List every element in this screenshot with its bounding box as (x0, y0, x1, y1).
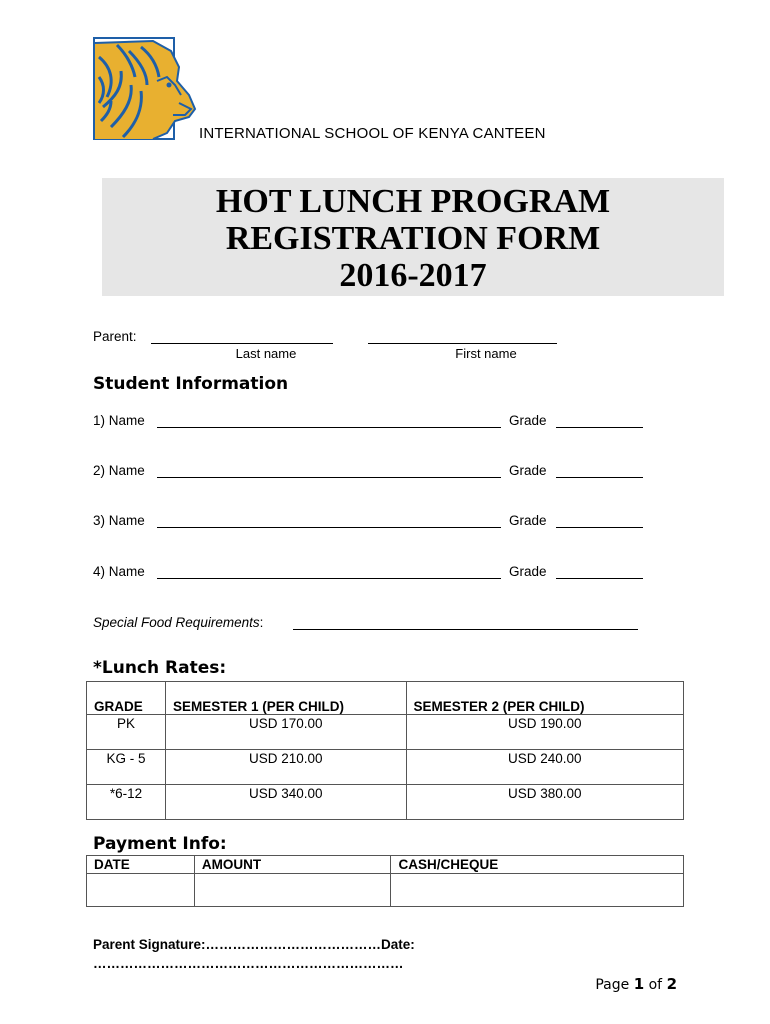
column-header-semester-1: SEMESTER 1 (PER CHILD) (165, 682, 406, 715)
signature-date-line: …………………………………………………………… (93, 956, 404, 971)
student-4-label: 4) Name (93, 564, 145, 579)
student-3-label: 3) Name (93, 513, 145, 528)
payment-table (86, 855, 684, 907)
column-header-semester-2: SEMESTER 2 (PER CHILD) (406, 682, 683, 715)
column-header-amount: AMOUNT (194, 856, 391, 874)
table-cell: USD 240.00 (406, 750, 683, 785)
table-cell: KG - 5 (87, 750, 166, 785)
last-name-caption: Last name (235, 346, 297, 361)
student-1-name-field[interactable] (157, 427, 501, 428)
lunch-rates-heading: *Lunch Rates: (93, 658, 227, 678)
school-logo (93, 37, 197, 141)
page-indicator (595, 975, 677, 993)
student-3-grade-field[interactable] (556, 527, 643, 528)
student-1-grade-label: Grade (509, 413, 547, 428)
student-3-name-field[interactable] (157, 527, 501, 528)
page-current: 1 (633, 975, 645, 993)
student-4-name-field[interactable] (157, 578, 501, 579)
table-cell: USD 340.00 (165, 785, 406, 820)
table-header-row (87, 856, 684, 874)
payment-date-field[interactable] (87, 874, 195, 907)
title-line-3: 2016-2017 (339, 257, 487, 294)
first-name-caption: First name (455, 346, 517, 361)
page-total: 2 (666, 975, 677, 993)
table-cell: USD 210.00 (165, 750, 406, 785)
student-info-heading: Student Information (93, 374, 289, 394)
table-cell: USD 170.00 (165, 715, 406, 750)
student-1-grade-field[interactable] (556, 427, 643, 428)
column-header-date: DATE (87, 856, 195, 874)
student-2-label: 2) Name (93, 463, 145, 478)
parent-label: Parent: (93, 329, 137, 344)
special-food-colon: : (259, 615, 264, 630)
special-food-label (93, 615, 263, 630)
lion-head-logo-icon (93, 37, 197, 141)
student-1-label: 1) Name (93, 413, 145, 428)
column-header-grade: GRADE (87, 682, 166, 715)
page-prefix: Page (595, 977, 630, 993)
parent-last-name-field[interactable] (151, 343, 333, 344)
parent-signature-line: Parent Signature:…………………………………Date: (93, 937, 415, 952)
table-cell: PK (87, 715, 166, 750)
table-row (87, 715, 684, 750)
table-cell: USD 380.00 (406, 785, 683, 820)
student-2-grade-field[interactable] (556, 477, 643, 478)
column-header-cash-cheque: CASH/CHEQUE (391, 856, 684, 874)
table-cell: *6-12 (87, 785, 166, 820)
table-row (87, 750, 684, 785)
special-food-text: Special Food Requirements (93, 615, 260, 630)
title-line-2: REGISTRATION FORM (225, 220, 601, 257)
title-line-1: HOT LUNCH PROGRAM (215, 183, 611, 220)
student-2-name-field[interactable] (157, 477, 501, 478)
school-name: INTERNATIONAL SCHOOL OF KENYA CANTEEN (199, 125, 546, 142)
payment-info-heading: Payment Info: (93, 834, 227, 854)
payment-method-field[interactable] (391, 874, 684, 907)
table-header-row (87, 682, 684, 715)
special-food-field[interactable] (293, 629, 638, 630)
parent-first-name-field[interactable] (368, 343, 557, 344)
student-3-grade-label: Grade (509, 513, 547, 528)
form-title-box (102, 178, 724, 296)
page-of: of (648, 977, 663, 993)
table-row (87, 874, 684, 907)
payment-amount-field[interactable] (194, 874, 391, 907)
student-4-grade-field[interactable] (556, 578, 643, 579)
student-4-grade-label: Grade (509, 564, 547, 579)
student-2-grade-label: Grade (509, 463, 547, 478)
table-cell: USD 190.00 (406, 715, 683, 750)
table-row (87, 785, 684, 820)
lunch-rates-table (86, 681, 684, 820)
